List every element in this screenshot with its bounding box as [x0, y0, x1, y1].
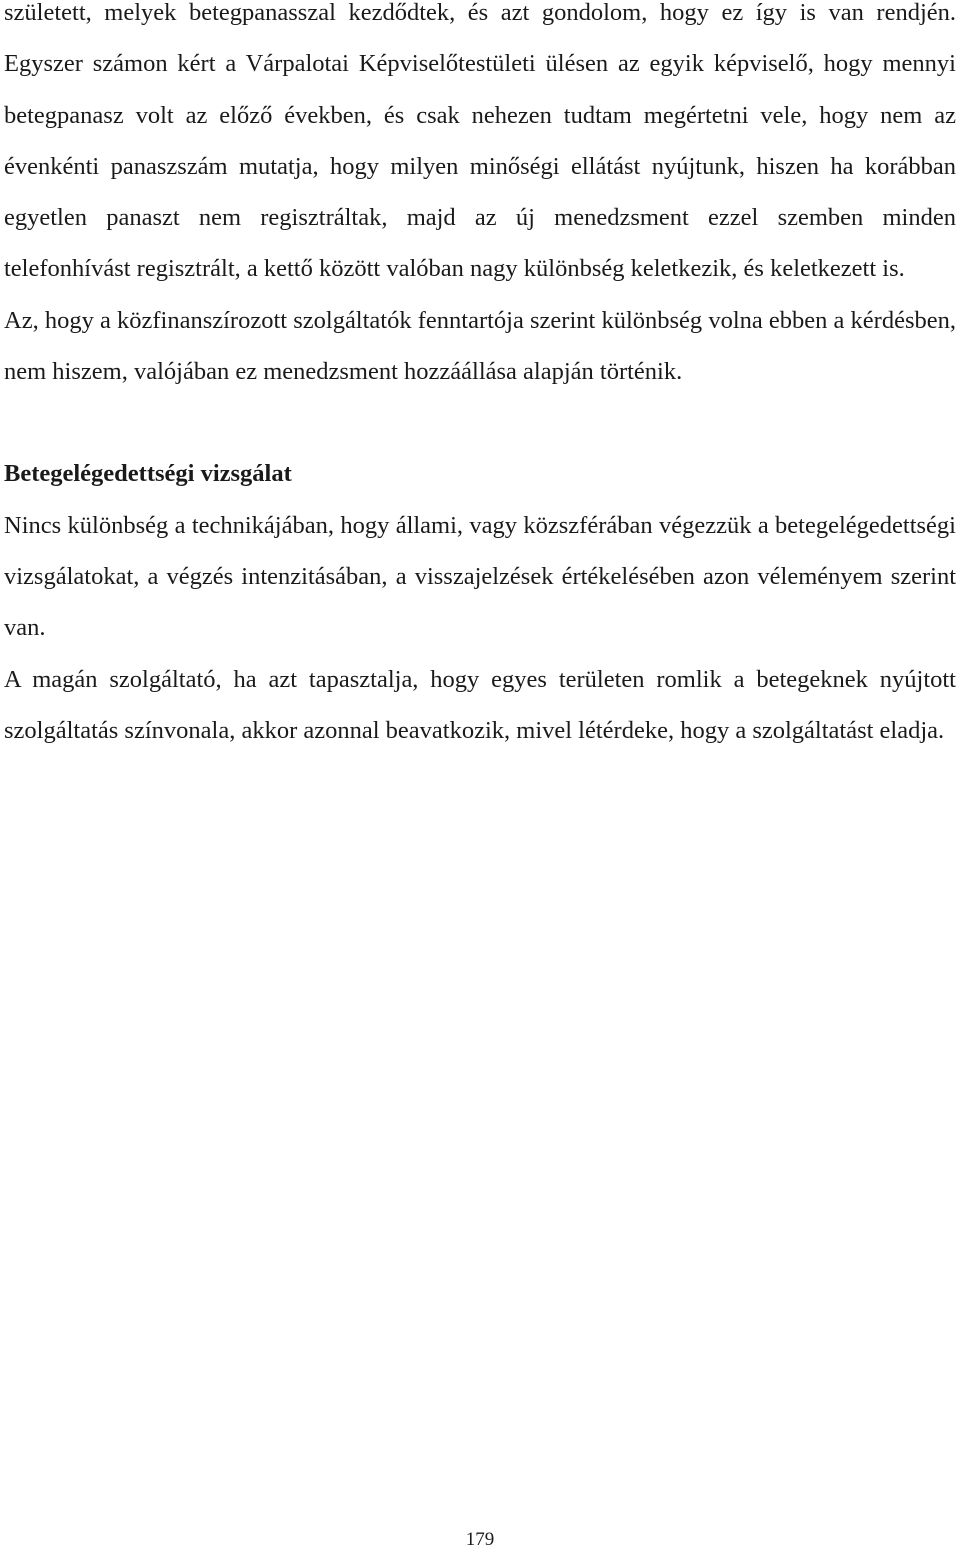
- section-heading: Betegelégedettségi vizsgálat: [4, 460, 292, 488]
- body-paragraph: született, melyek betegpanasszal kezdődtek, és azt gondolom, hogy ez így is van rendjén. Egyszer számon kért a Várpalotai Képviselőtestületi ülésen az egyik képviselő, hogy mennyi betegpanasz volt az előző években, és csak nehezen tudtam megértetni vele, hogy nem az évenkénti panaszszám mutatja, hogy milyen minőségi ellátást nyújtunk, hiszen ha korábban egyetlen panaszt nem regisztráltak, majd az új menedzsment ezzel szemben minden telefonhívást regisztrált, a kettő között valóban nagy különbség keletkezik, és keletkezett is.: [4, 0, 956, 283]
- page-number: 179: [465, 1529, 495, 1550]
- body-paragraph: Nincs különbség a technikájában, hogy állami, vagy közszférában végezzük a betegelégedettségi vizsgálatokat, a végzés intenzitásában, a visszajelzések értékelésében azon véleményem szerint van.: [4, 511, 956, 642]
- document-page: [4, 0, 956, 756]
- body-paragraph: Az, hogy a közfinanszírozott szolgáltatók fenntartója szerint különbség volna ebben a kérdésben, nem hiszem, valójában ez menedzsment hozzáállása alapján történik.: [4, 306, 956, 386]
- body-paragraph: A magán szolgáltató, ha azt tapasztalja, hogy egyes területen romlik a betegeknek nyújtott szolgáltatás színvonala, akkor azonnal beavatkozik, mivel létérdeke, hogy a szolgáltatást eladja.: [4, 665, 956, 744]
